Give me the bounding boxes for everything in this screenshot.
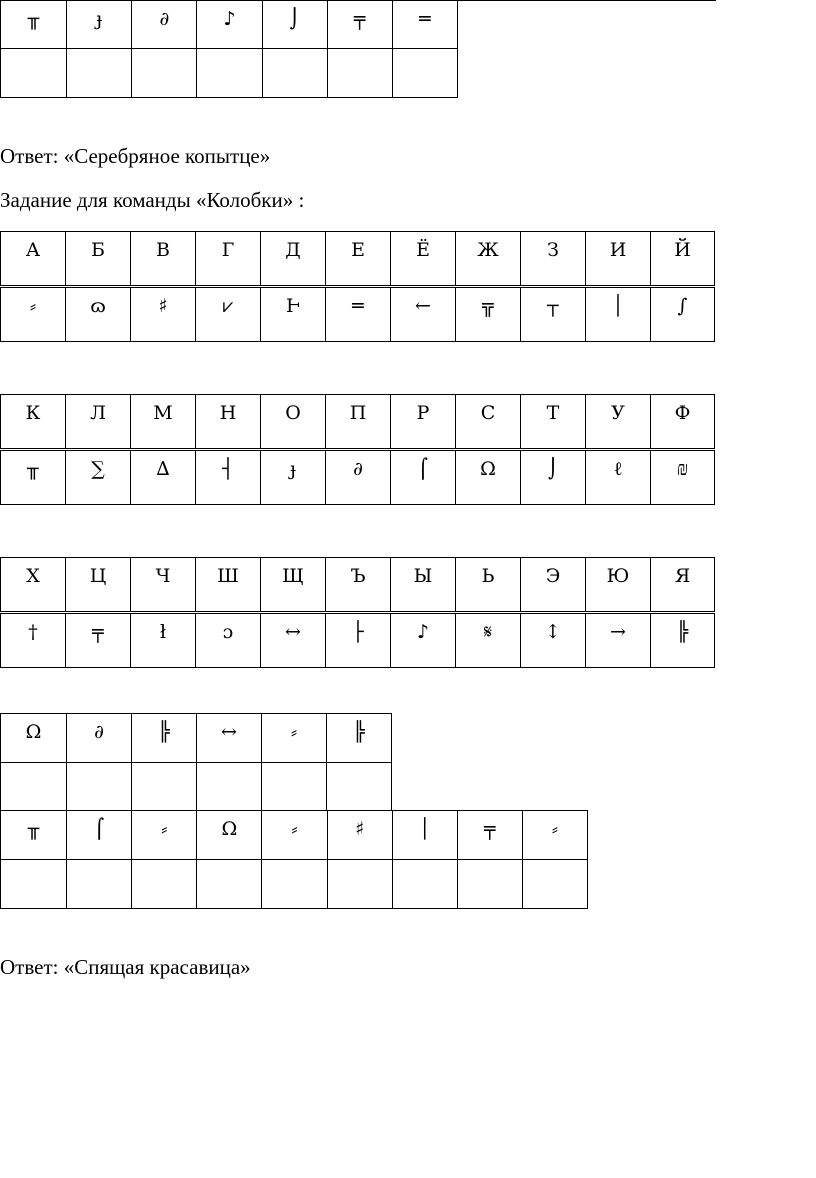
cipher-cell: Ω — [1, 714, 67, 763]
symbol-cell: ⌡ — [521, 450, 586, 505]
letter-cell: Ц — [66, 558, 131, 613]
symbol-cell: † — [1, 613, 66, 668]
cipher-cell: ⌡ — [262, 1, 327, 49]
answer-1: Ответ: «Серебряное копытце» — [0, 144, 271, 168]
symbol-cell: 𝄋 — [456, 613, 521, 668]
top-cipher-table — [0, 0, 458, 98]
symbol-cell: ┤ — [196, 450, 261, 505]
cipher-cell: ⌠ — [67, 811, 132, 860]
cipher-cell: ♯ — [327, 811, 392, 860]
symbol-cell: ┬ — [521, 287, 586, 342]
cipher-cell: ♪ — [197, 1, 262, 49]
key-table-2 — [0, 394, 715, 505]
letter-cell: П — [326, 395, 391, 450]
cipher-cell: ╥ — [1, 1, 67, 49]
answer-2: Ответ: «Спящая красавица» — [0, 955, 251, 979]
letter-cell: Н — [196, 395, 261, 450]
cipher-cell: ═ — [392, 1, 457, 49]
cipher-cell: ╠ — [327, 714, 392, 763]
letter-cell: Ъ — [326, 558, 391, 613]
cipher-cell: ⸗ — [132, 811, 197, 860]
answer-cell — [132, 860, 197, 909]
cipher-cell: │ — [392, 811, 457, 860]
symbol-cell: ╤ — [66, 613, 131, 668]
letter-cell: Ж — [456, 232, 521, 287]
letter-cell: Щ — [261, 558, 326, 613]
symbol-cell: ɔ — [196, 613, 261, 668]
symbol-cell: ł — [131, 613, 196, 668]
letter-cell: Б — [66, 232, 131, 287]
letter-cell: З — [521, 232, 586, 287]
symbol-cell: ╠ — [651, 613, 715, 668]
letter-cell: Г — [196, 232, 261, 287]
answer-cell — [132, 763, 197, 811]
letter-cell: Я — [651, 558, 715, 613]
symbol-cell: → — [586, 613, 651, 668]
answer-cell — [327, 49, 392, 98]
letter-cell: И — [586, 232, 651, 287]
symbol-cell: ↔ — [261, 613, 326, 668]
puzzle-table-word-1 — [0, 713, 392, 811]
symbol-cell: ↕ — [521, 613, 586, 668]
letter-cell: М — [131, 395, 196, 450]
letter-cell: Е — [326, 232, 391, 287]
symbol-cell: Ͱ — [261, 287, 326, 342]
cipher-cell: ╤ — [457, 811, 522, 860]
cipher-cell: ╥ — [1, 811, 67, 860]
answer-cell — [327, 763, 392, 811]
answer-cell — [262, 763, 327, 811]
letter-cell: О — [261, 395, 326, 450]
letter-cell: У — [586, 395, 651, 450]
cipher-cell: ╠ — [132, 714, 197, 763]
symbol-cell: ∫ — [651, 287, 715, 342]
symbol-cell: ∑ — [66, 450, 131, 505]
answer-cell — [457, 860, 522, 909]
symbol-cell: ├ — [326, 613, 391, 668]
letter-cell: Ю — [586, 558, 651, 613]
letter-cell: К — [1, 395, 66, 450]
symbol-cell: │ — [586, 287, 651, 342]
key-table-3 — [0, 557, 715, 668]
answer-cell — [327, 860, 392, 909]
symbol-cell: ╦ — [456, 287, 521, 342]
symbol-cell: ℓ — [586, 450, 651, 505]
answer-cell — [522, 860, 587, 909]
cipher-cell: ɟ — [67, 1, 132, 49]
letter-cell: С — [456, 395, 521, 450]
answer-cell — [262, 860, 327, 909]
symbol-cell: ɟ — [261, 450, 326, 505]
cipher-cell: ∂ — [132, 1, 197, 49]
answer-cell — [197, 763, 262, 811]
answer-cell — [197, 860, 262, 909]
letter-cell: Ш — [196, 558, 261, 613]
cipher-cell: ∂ — [67, 714, 132, 763]
cipher-cell: ↔ — [197, 714, 262, 763]
answer-cell — [392, 860, 457, 909]
letter-cell: Ф — [651, 395, 715, 450]
letter-cell: Ы — [391, 558, 456, 613]
letter-cell: Л — [66, 395, 131, 450]
symbol-cell: ← — [391, 287, 456, 342]
letter-cell: Т — [521, 395, 586, 450]
answer-cell — [132, 49, 197, 98]
answer-cell — [67, 49, 132, 98]
symbol-cell: ⸗ — [1, 287, 66, 342]
symbol-cell: ⌠ — [391, 450, 456, 505]
answer-cell — [262, 49, 327, 98]
symbol-cell: Ω — [456, 450, 521, 505]
letter-cell: Э — [521, 558, 586, 613]
symbol-cell: ⩗ — [196, 287, 261, 342]
answer-cell — [1, 49, 67, 98]
letter-cell: А — [1, 232, 66, 287]
letter-cell: Д — [261, 232, 326, 287]
answer-cell — [67, 763, 132, 811]
puzzle-table-word-2 — [0, 810, 588, 909]
answer-cell — [1, 763, 67, 811]
symbol-cell: ɷ — [66, 287, 131, 342]
cipher-cell: Ω — [197, 811, 262, 860]
cipher-cell: ╤ — [327, 1, 392, 49]
letter-cell: Й — [651, 232, 715, 287]
letter-cell: Ч — [131, 558, 196, 613]
key-table-1 — [0, 231, 715, 342]
letter-cell: Х — [1, 558, 66, 613]
symbol-cell: ∂ — [326, 450, 391, 505]
symbol-cell: ♪ — [391, 613, 456, 668]
answer-cell — [67, 860, 132, 909]
symbol-cell: ═ — [326, 287, 391, 342]
answer-cell — [1, 860, 67, 909]
cipher-cell: ⸗ — [262, 714, 327, 763]
task-heading: Задание для команды «Колобки» : — [0, 188, 305, 212]
symbol-cell: ₪ — [651, 450, 715, 505]
symbol-cell: ∆ — [131, 450, 196, 505]
cipher-cell: ⸗ — [262, 811, 327, 860]
letter-cell: Ь — [456, 558, 521, 613]
symbol-cell: ♯ — [131, 287, 196, 342]
letter-cell: Р — [391, 395, 456, 450]
answer-cell — [197, 49, 262, 98]
letter-cell: Ё — [391, 232, 456, 287]
letter-cell: В — [131, 232, 196, 287]
answer-cell — [392, 49, 457, 98]
cipher-cell: ⸗ — [522, 811, 587, 860]
symbol-cell: ╥ — [1, 450, 66, 505]
